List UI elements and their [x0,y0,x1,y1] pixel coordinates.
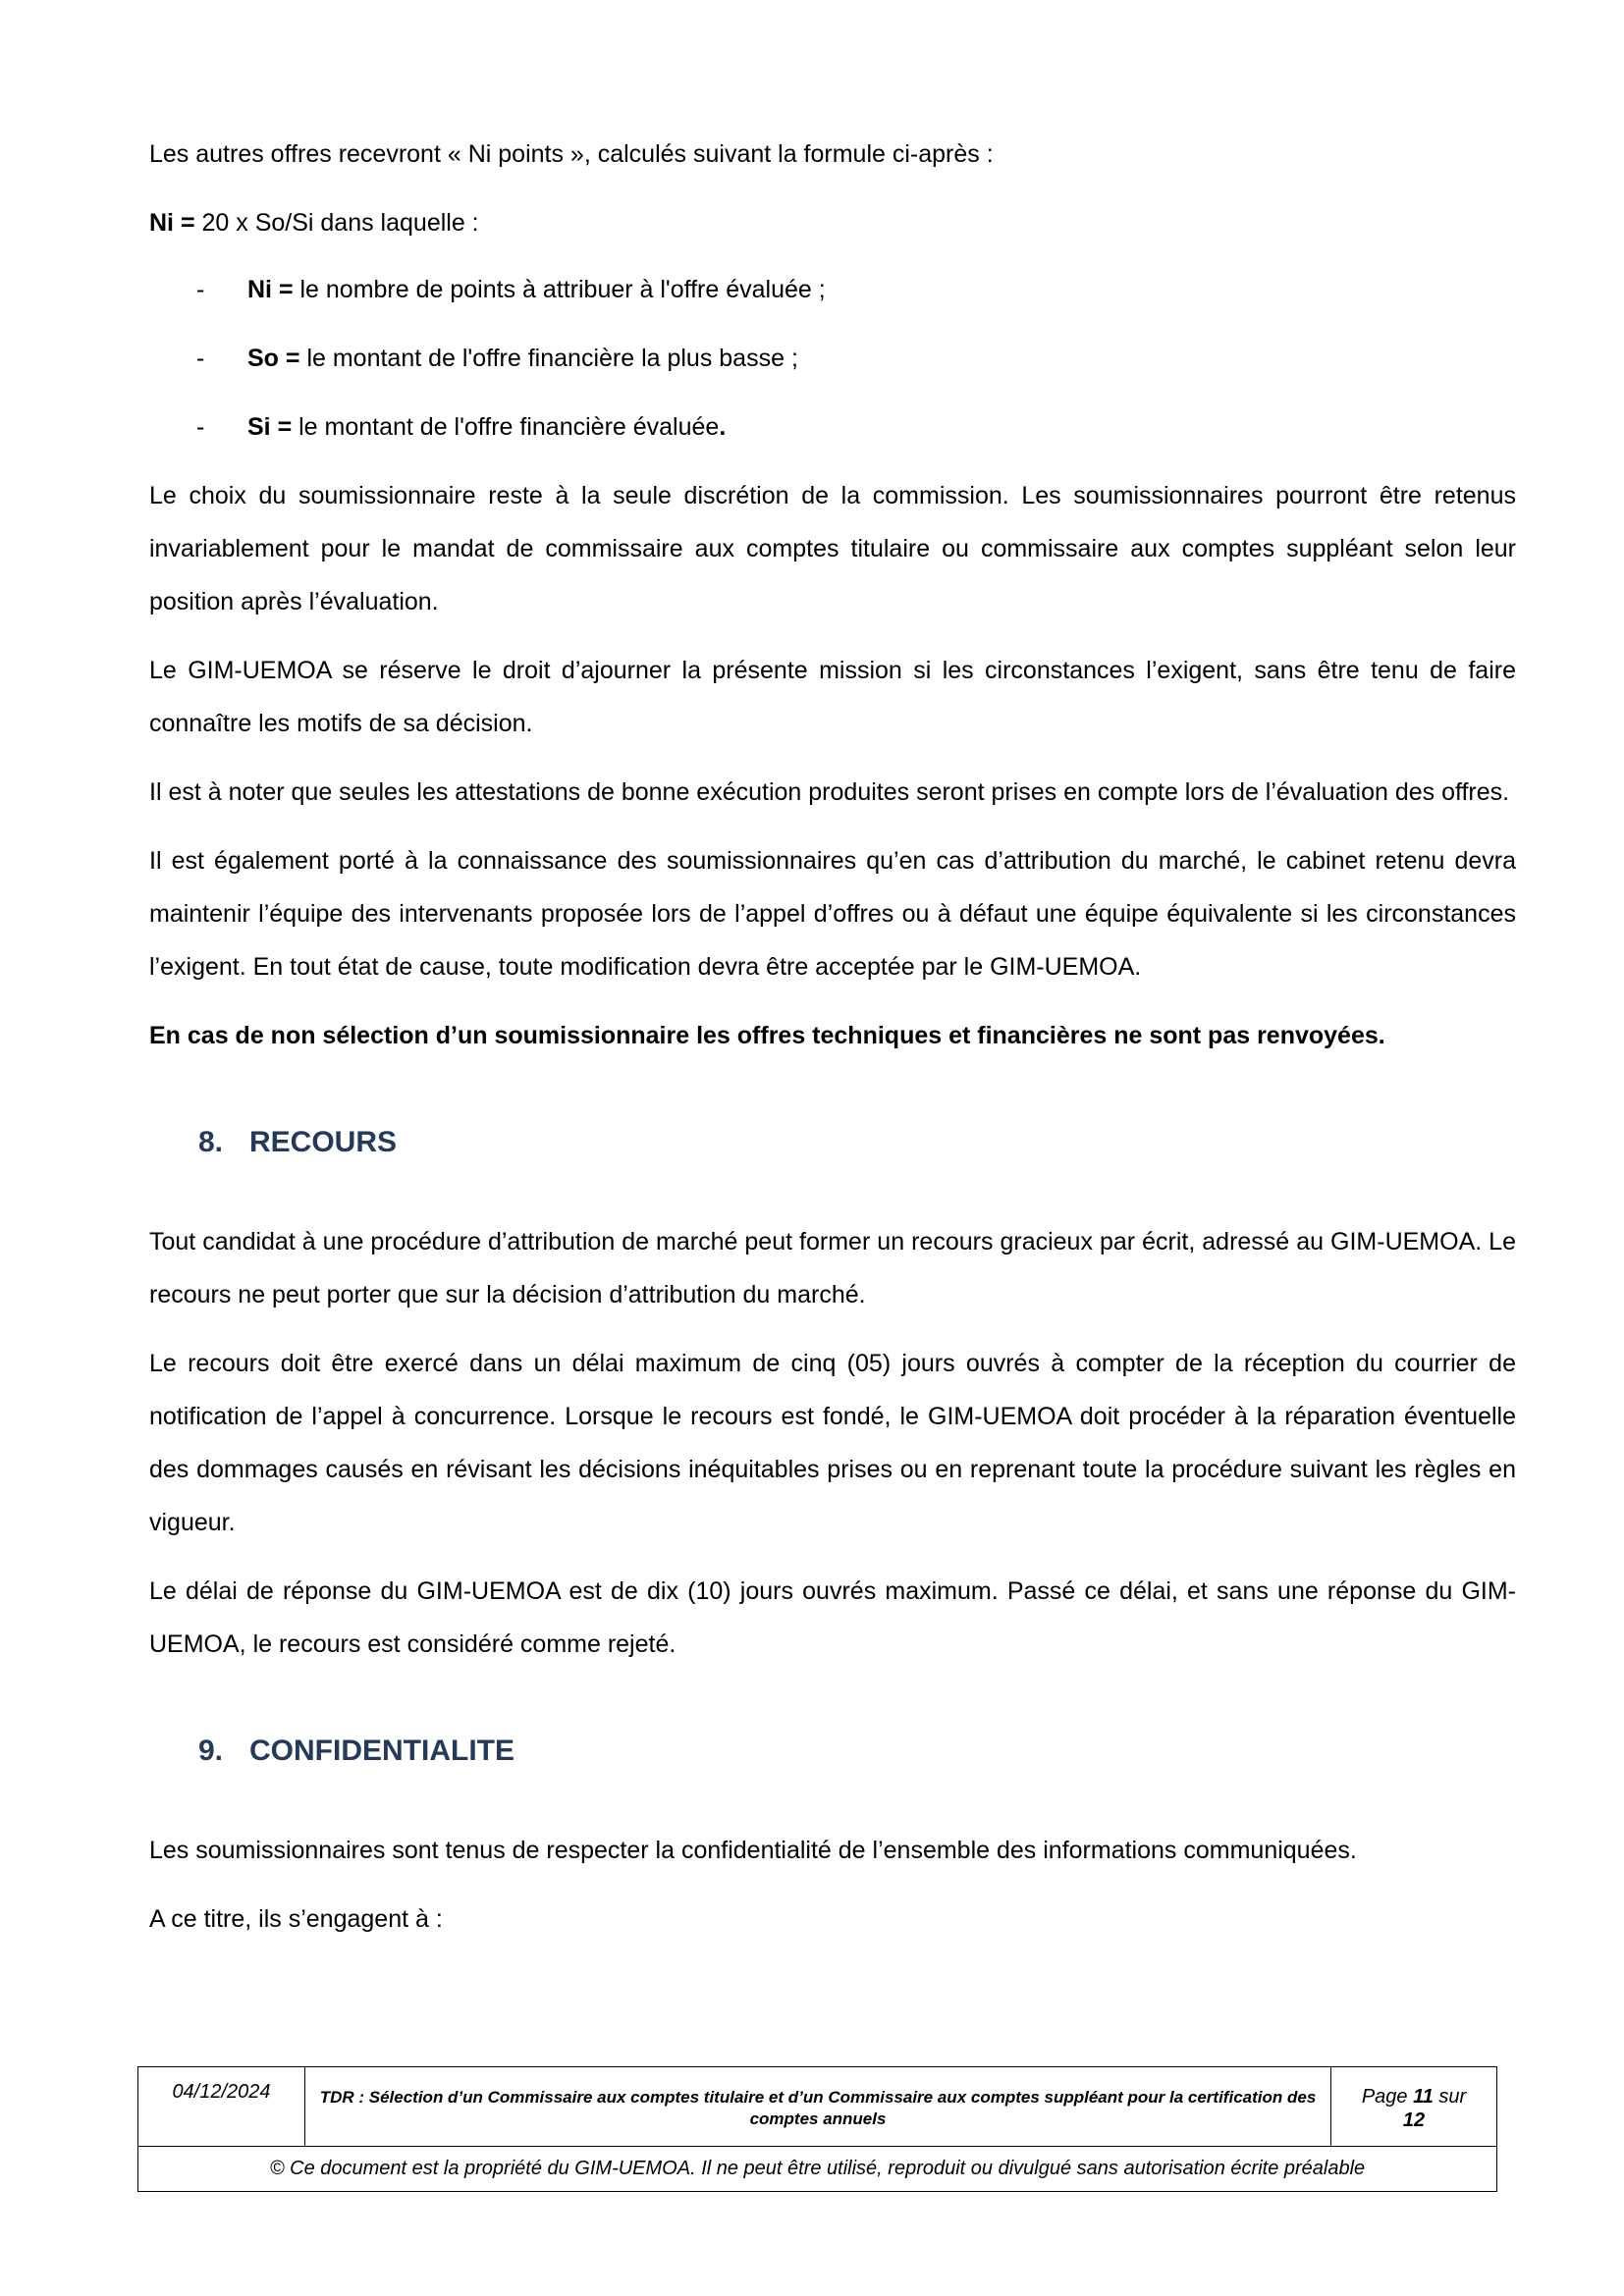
intro-text: Les autres offres recevront « Ni points », calculés suivant la formule ci-après : [149,140,994,168]
paragraph: Le GIM-UEMOA se réserve le droit d’ajourner la présente mission si les circonstances l’exigent, sans être tenu de faire connaître les motifs de sa décision. [149,657,1516,737]
section-title: CONFIDENTIALITE [249,1735,514,1767]
bold-note: En cas de non sélection d’un soumissionnaire les offres techniques et financières ne sont pas renvoyées. [149,1022,1385,1049]
list-item-text: le montant de l'offre financière la plus basse ; [299,345,798,372]
page-footer [137,2066,1497,2192]
list-item-label: So = [247,345,300,372]
formula-label: Ni = [149,209,195,237]
list-item [149,400,1516,454]
list-item-end: . [719,413,727,441]
list-dash: - [196,413,205,441]
page-mid: sur [1433,2086,1467,2108]
list-item [149,263,1516,316]
section-title: RECOURS [249,1126,398,1158]
paragraph: Les soumissionnaires sont tenus de respecter la confidentialité de l’ensemble des informations communiquées. [149,1837,1357,1864]
footer-copyright: © Ce document est la propriété du GIM-UEMOA. Il ne peut être utilisé, reproduit ou divulgué sans autorisation écrite préalable [269,2158,1366,2179]
paragraph: Il est à noter que seules les attestations de bonne exécution produites seront prises en compte lors de l’évaluation des offres. [149,778,1510,806]
section-heading-recours [149,1123,1516,1162]
section-number: 8. [198,1126,224,1158]
paragraph: Le choix du soumissionnaire reste à la seule discrétion de la commission. Les soumissionnaires pourront être retenus invariablement pour le mandat de commissaire aux comptes titulaire ou commissaire aux comptes suppléant selon leur position après l’évaluation. [149,482,1516,615]
list-item [149,332,1516,385]
list-item-text: le montant de l'offre financière évaluée [292,413,720,441]
footer-page-number [1331,2067,1496,2146]
document-body [149,128,1516,1961]
footer-row [138,2067,1496,2147]
paragraph: Il est également porté à la connaissance des soumissionnaires qu’en cas d’attribution du marché, le cabinet retenu devra maintenir l’équipe des intervenants proposée lors de l’appel d’offres ou à défaut une équipe équivalente si les circonstances l’exigent. En tout état de cause, toute modification devra être acceptée par le GIM-UEMOA. [149,847,1516,981]
list-dash: - [196,276,205,303]
page-current: 11 [1413,2086,1434,2108]
list-dash: - [196,345,205,372]
footer-title: TDR : Sélection d’un Commissaire aux comptes titulaire et d’un Commissaire aux comptes suppléant pour la certification des comptes annuels [305,2067,1331,2146]
list-item-label: Ni = [247,276,294,303]
paragraph: A ce titre, ils s’engagent à : [149,1905,443,1933]
page-total: 12 [1402,2109,1426,2131]
formula-text: 20 x So/Si dans laquelle : [194,209,479,237]
list-item-text: le nombre de points à attribuer à l'offre évaluée ; [293,276,826,303]
section-heading-confidentialite [149,1732,1516,1771]
paragraph: Le délai de réponse du GIM-UEMOA est de dix (10) jours ouvrés maximum. Passé ce délai, et sans une réponse du GIM-UEMOA, le recours est considéré comme rejeté. [149,1577,1516,1658]
section-number: 9. [198,1735,224,1767]
list-item-label: Si = [247,413,293,441]
paragraph: Le recours doit être exercé dans un délai maximum de cinq (05) jours ouvrés à compter de la réception du courrier de notification de l’appel à concurrence. Lorsque le recours est fondé, le GIM-UEMOA doit procéder à la réparation éventuelle des dommages causés en révisant les décisions inéquitables prises ou en reprenant toute la procédure suivant les règles en vigueur. [149,1350,1516,1536]
footer-date: 04/12/2024 [138,2067,305,2146]
paragraph: Tout candidat à une procédure d’attribution de marché peut former un recours gracieux par écrit, adressé au GIM-UEMOA. Le recours ne peut porter que sur la décision d’attribution du marché. [149,1228,1516,1308]
page-prefix: Page [1361,2086,1414,2108]
formula-line [149,196,1516,249]
definition-list [149,263,1516,454]
